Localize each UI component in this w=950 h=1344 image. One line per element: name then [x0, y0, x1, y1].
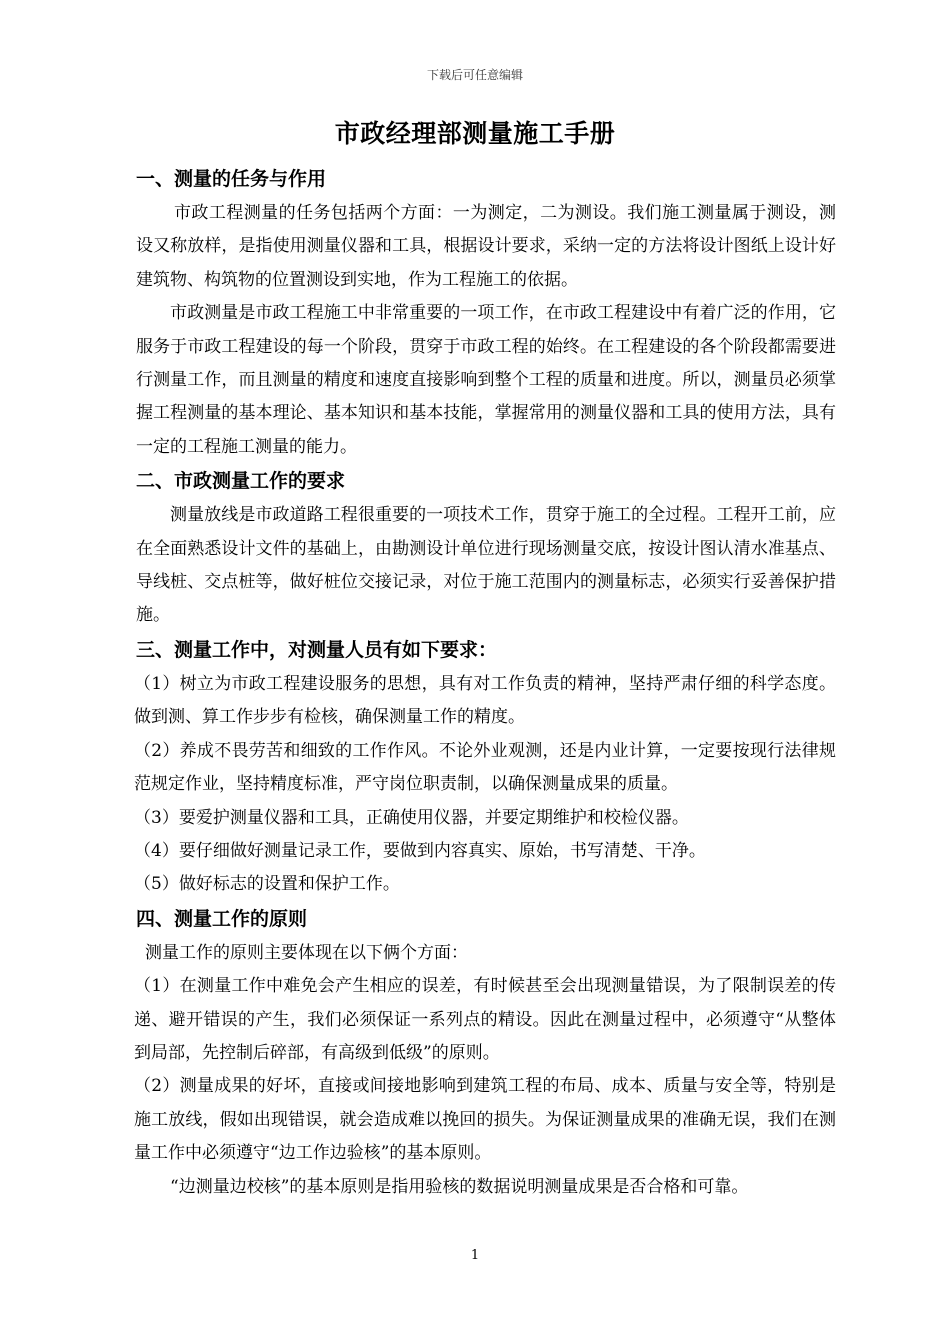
section-3-heading: 三、测量工作中，对测量人员有如下要求：: [136, 638, 498, 661]
section-4-closing: “边测量边校核”的基本原则是指用验核的数据说明测量成果是否合格和可靠。: [170, 1176, 749, 1197]
principle-item-1: （1）在测量工作中难免会产生相应的误差，有时候甚至会出现测量错误，为了限制误差的传递、避开错误的产生，我们必须保证一系列点的精设。因此在测量过程中，必须遵守“从整体到局部，先控制后碎部，有高级到低级”的原则。: [134, 976, 836, 1063]
page-number: 1: [470, 1248, 480, 1263]
section-4-heading: 四、测量工作的原则: [136, 907, 308, 930]
document-body: [136, 162, 836, 1204]
requirement-item-3: （3）要爱护测量仪器和工具，正确使用仪器，并要定期维护和校检仪器。: [134, 807, 689, 828]
section-2-paragraph-1: 测量放线是市政道路工程很重要的一项技术工作，贯穿于施工的全过程。工程开工前，应在全面熟悉设计文件的基础上，由勘测设计单位进行现场测量交底，按设计图认清水准基点、导线桩、交点桩等，做好桩位交接记录，对位于施工范围内的测量标志，必须实行妥善保护措施。: [136, 505, 836, 626]
section-1-paragraph-2: 市政测量是市政工程施工中非常重要的一项工作，在市政工程建设中有着广泛的作用，它服务于市政工程建设的每一个阶段，贯穿于市政工程的始终。在工程建设的各个阶段都需要进行测量工作，而且测量的精度和速度直接影响到整个工程的质量和进度。所以，测量员必须掌握工程测量的基本理论、基本知识和基本技能，掌握常用的测量仪器和工具的使用方法，具有一定的工程施工测量的能力。: [136, 303, 836, 457]
requirement-item-4: （4）要仔细做好测量记录工作，要做到内容真实、原始，书写清楚、干净。: [134, 840, 706, 861]
requirement-item-1: （1）树立为市政工程建设服务的思想，具有对工作负责的精神，坚持严肃仔细的科学态度。做到测、算工作步步有检核，确保测量工作的精度。: [134, 673, 836, 728]
requirement-item-2: （2）养成不畏劳苦和细致的工作作风。不论外业观测，还是内业计算，一定要按现行法律规范规定作业，坚持精度标准，严守岗位职责制，以确保测量成果的质量。: [134, 740, 836, 795]
section-1-heading: 一、测量的任务与作用: [136, 168, 327, 190]
document-title: 市政经理部测量施工手册: [334, 119, 616, 148]
principle-item-2: （2）测量成果的好坏，直接或间接地影响到建筑工程的布局、成本、质量与安全等，特别是施工放线，假如出现错误，就会造成难以挽回的损失。为保证测量成果的准确无误，我们在测量工作中必须遵守“边工作边验核”的基本原则。: [134, 1076, 836, 1164]
section-4-intro: 测量工作的原则主要体现在以下俩个方面：: [145, 942, 468, 963]
section-2-heading: 二、市政测量工作的要求: [136, 470, 346, 493]
page-header: 下载后可任意编辑: [426, 68, 523, 82]
requirement-item-5: （5）做好标志的设置和保护工作。: [134, 874, 400, 895]
section-1-paragraph-1: 市政工程测量的任务包括两个方面：一为测定，二为测设。我们施工测量属于测设，测设又称放样，是指使用测量仪器和工具，根据设计要求，采纳一定的方法将设计图纸上设计好建筑物、构筑物的位置测设到实地，作为工程施工的依据。: [136, 203, 836, 290]
